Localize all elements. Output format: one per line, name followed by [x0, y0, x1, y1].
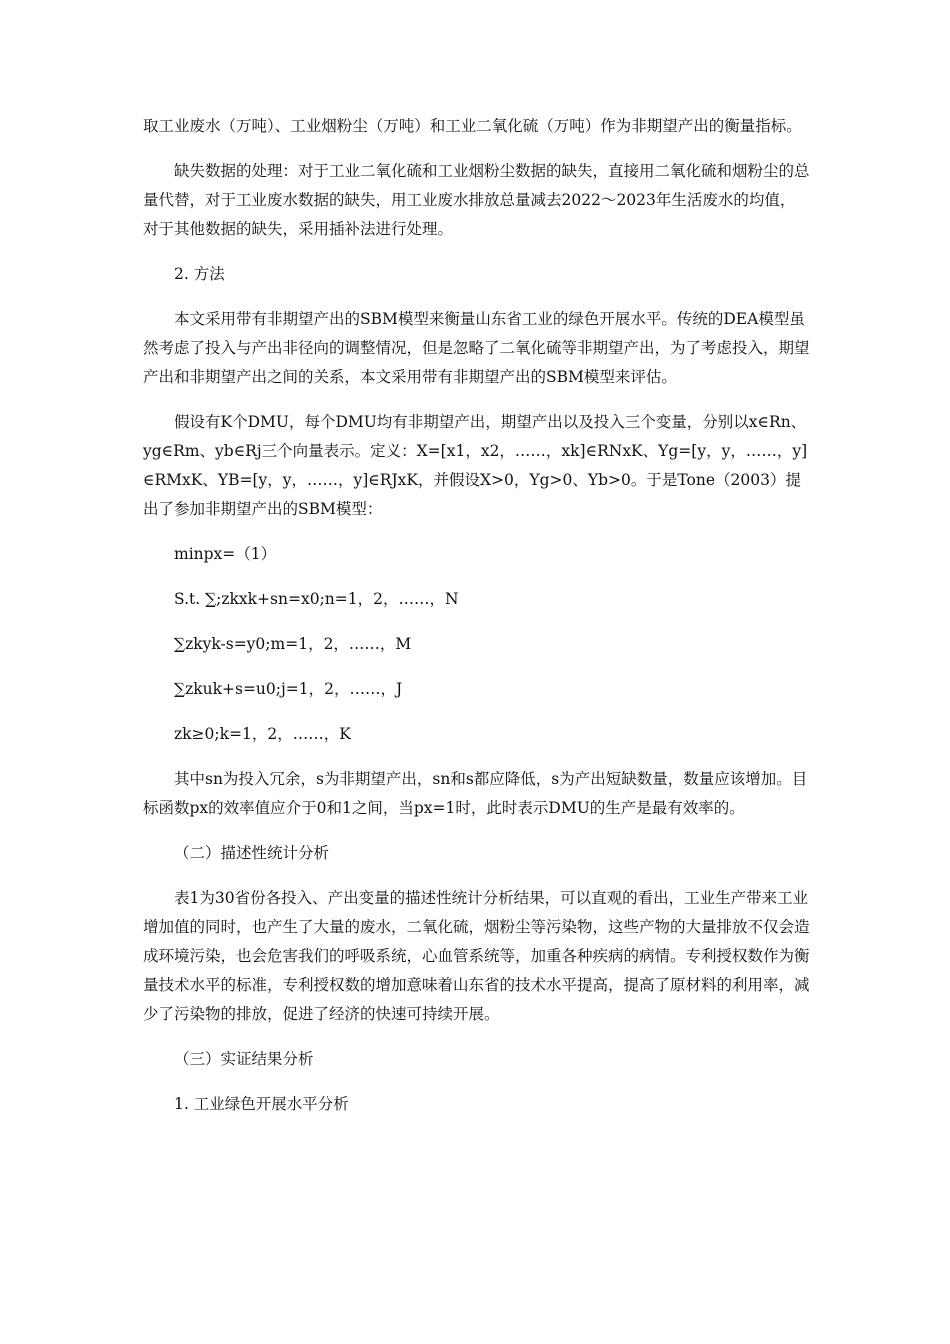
paragraph-sbm-intro: 本文采用带有非期望产出的SBM模型来衡量山东省工业的绿色开展水平。传统的DEA模型虽然考虑了投入与产出非径向的调整情况，但是忽略了二氧化硫等非期望产出，为了考虑投入，期望产出和非期望产出之间的关系，本文采用带有非期望产出的SBM模型来评估。: [143, 310, 810, 386]
paragraph-variable-explanation: 其中sn为投入冗余，s为非期望产出，sn和s都应降低，s为产出短缺数量，数量应该增加。目标函数px的效率值应介于0和1之间，当px=1时，此时表示DMU的生产是最有效率的。: [143, 770, 808, 817]
paragraph-descriptive-analysis: 表1为30省份各投入、产出变量的描述性统计分析结果，可以直观的看出，工业生产带来工业增加值的同时，也产生了大量的废水，二氧化硫，烟粉尘等污染物，这些产物的大量排放不仅会造成环境污染，也会危害我们的呼吸系统，心血管系统等，加重各种疾病的病情。专利授权数作为衡量技术水平的标准，专利授权数的增加意味着山东省的技术水平提高，提高了原材料的利用率，减少了污染物的排放，促进了经济的快速可持续开展。: [143, 889, 810, 1023]
subsection-heading-green-level: 1. 工业绿色开展水平分析: [174, 1095, 349, 1113]
paragraph-missing-data: 缺失数据的处理：对于工业二氧化硫和工业烟粉尘数据的缺失，直接用二氧化硫和烟粉尘的总量代替，对于工业废水数据的缺失，用工业废水排放总量减去2022～2023年生活废水的均值，对于其他数据的缺失，采用插补法进行处理。: [143, 162, 810, 238]
paragraph-continued: 取工业废水（万吨）、工业烟粉尘（万吨）和工业二氧化硫（万吨）作为非期望产出的衡量指标。: [143, 117, 802, 135]
section-heading-descriptive: （二）描述性统计分析: [174, 844, 330, 862]
formula-constraint-input: S.t. ∑;zkxk+sn=x0;n=1，2，……，N: [174, 590, 459, 608]
paragraph-dmu-assumption: 假设有K个DMU，每个DMU均有非期望产出，期望产出以及投入三个变量，分别以x∈Rn、yg∈Rm、yb∈Rj三个向量表示。定义：X=[x1，x2，……，xk]∈RNxK、Yg=[y，y，……，y]∈RMxK、YB=[y，y，……，y]∈RJxK，并假设X>0，Yg>0、Yb>0。于是Tone（2003）提出了参加非期望产出的SBM模型：: [143, 413, 808, 518]
formula-constraint-undesirable: ∑zkuk+s=u0;j=1，2，……，J: [174, 680, 403, 698]
formula-constraint-desirable: ∑zkyk-s=y0;m=1，2，……，M: [174, 635, 412, 653]
section-heading-empirical: （三）实证结果分析: [174, 1050, 314, 1068]
section-heading-method: 2. 方法: [174, 265, 225, 283]
formula-objective: minpx=（1）: [174, 545, 277, 563]
formula-constraint-nonneg: zk≥0;k=1，2，……，K: [174, 725, 351, 743]
